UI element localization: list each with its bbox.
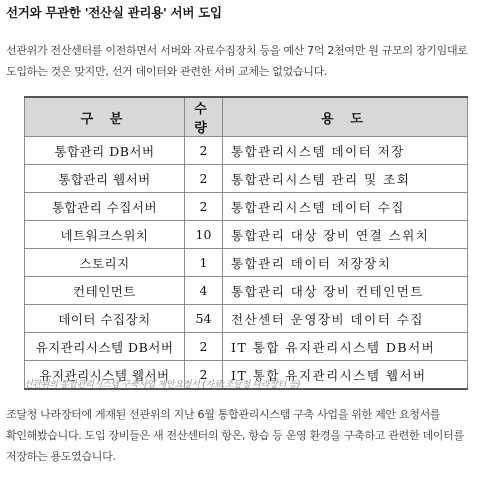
row-purpose: 통합관리시스템 관리 및 조회 xyxy=(223,165,468,193)
row-quantity: 1 xyxy=(185,249,223,277)
table-row xyxy=(25,333,468,361)
body-paragraph xyxy=(6,404,476,467)
row-quantity: 54 xyxy=(185,305,223,333)
row-name: 네트워크스위치 xyxy=(25,221,185,249)
row-purpose: IT 통합 유지관리시스템 웹서버 xyxy=(223,361,468,390)
row-quantity: 2 xyxy=(185,193,223,221)
body-line-2: 확인해봤습니다. 도입 장비들은 새 전산센터의 항온, 항습 등 운영 환경을 구축하고 관련한 데이터를 xyxy=(6,429,464,442)
table-row xyxy=(25,277,468,305)
row-purpose: 통합관리시스템 데이터 저장 xyxy=(223,137,468,165)
row-quantity: 4 xyxy=(185,277,223,305)
table-row xyxy=(25,305,468,333)
row-name: 데이터 수집장치 xyxy=(25,305,185,333)
table-row xyxy=(25,137,468,165)
row-name: 통합관리 웹서버 xyxy=(25,165,185,193)
body-line-1: 조달청 나라장터에 게재된 선관위의 지난 6월 통합관리시스템 구축 사업을 위한 제안 요청서를 xyxy=(6,408,441,421)
table-row xyxy=(25,221,468,249)
row-quantity: 2 xyxy=(185,137,223,165)
row-purpose: 통합관리 대상 장비 연결 스위치 xyxy=(223,221,468,249)
image-caption: 선관위의 통합관리시스템 구축사업 제안요청서 (자료:조달청 나라장터 등) xyxy=(24,380,301,390)
header-purpose: 용 도 xyxy=(223,97,468,137)
row-quantity: 2 xyxy=(185,361,223,390)
row-name: 통합관리 DB서버 xyxy=(25,137,185,165)
table-row xyxy=(25,193,468,221)
row-quantity: 10 xyxy=(185,221,223,249)
row-name: 스토리지 xyxy=(25,249,185,277)
table-row xyxy=(25,165,468,193)
header-category: 구 분 xyxy=(25,97,185,137)
intro-paragraph xyxy=(6,40,476,82)
row-purpose: 통합관리시스템 데이터 수집 xyxy=(223,193,468,221)
row-name: 컨테인먼트 xyxy=(25,277,185,305)
row-name: 통합관리 수집서버 xyxy=(25,193,185,221)
body-line-3: 저장하는 용도였습니다. xyxy=(6,450,116,463)
row-name: 유지관리시스템 DB서버 xyxy=(25,333,185,361)
table-header-row xyxy=(25,97,468,137)
intro-line-2: 도입하는 것은 맞지만, 선거 데이터와 관련한 서버 교체는 없었습니다. xyxy=(6,65,328,78)
row-quantity: 2 xyxy=(185,165,223,193)
row-purpose: IT 통합 유지관리시스템 DB서버 xyxy=(223,333,468,361)
equipment-table-image xyxy=(24,96,467,383)
row-quantity: 2 xyxy=(185,333,223,361)
article-heading: 선거와 무관한 '전산실 관리용' 서버 도입 xyxy=(6,5,222,20)
table-row xyxy=(25,249,468,277)
header-quantity: 수 량 xyxy=(185,97,223,137)
row-purpose: 전산센터 운영장비 데이터 수집 xyxy=(223,305,468,333)
intro-line-1: 선관위가 전산센터를 이전하면서 서버와 자료수집장치 등을 예산 7억 2천여만 원 규모의 장기임대로 xyxy=(6,44,468,57)
row-name: 유지관리시스템 웹서버 xyxy=(25,361,185,390)
row-purpose: 통합관리 데이터 저장장치 xyxy=(223,249,468,277)
row-purpose: 통합관리 대상 장비 컨테인먼트 xyxy=(223,277,468,305)
equipment-table xyxy=(24,96,468,390)
